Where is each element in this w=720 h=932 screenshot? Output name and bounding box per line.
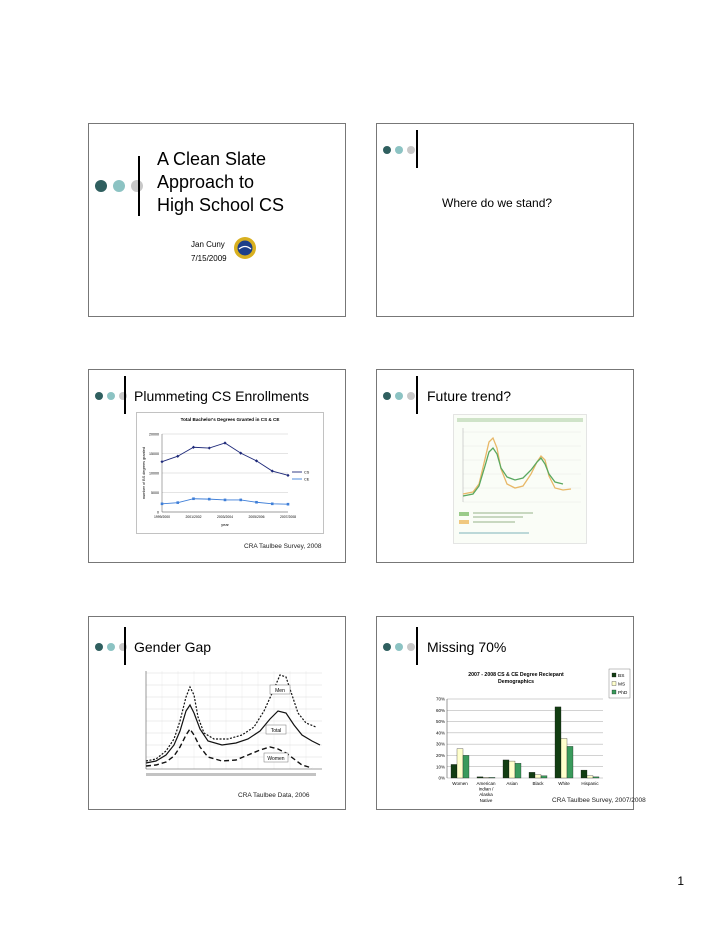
slide-5 [88, 616, 346, 810]
chart-title: Total Bachelor's Degrees Granted in CS & CE [180, 417, 280, 422]
y-tick-label: 30% [435, 741, 445, 747]
dot-dark [95, 180, 107, 192]
slide-2 [376, 123, 634, 317]
data-point-ce [176, 501, 179, 504]
category-label: White [558, 781, 570, 786]
category-label: Alaska [479, 792, 493, 798]
bar-ms [535, 775, 541, 778]
y-tick-label: 40% [435, 730, 445, 736]
legend-swatch-bs [612, 673, 616, 677]
data-point-ce [255, 501, 258, 504]
date: 7/15/2009 [191, 254, 227, 263]
title-divider [416, 376, 418, 414]
dot-teal [107, 643, 115, 651]
legend-label-cs: CS [304, 470, 310, 475]
bar-phd [593, 777, 599, 778]
future-trend-chart-image [453, 414, 587, 544]
x-tick-label: 2005/2006 [248, 515, 265, 519]
title-divider [416, 627, 418, 665]
y-axis-label: number of BS degrees granted [142, 447, 146, 499]
dot-teal [395, 643, 403, 651]
data-point-ce [161, 503, 164, 506]
data-point-ce [287, 503, 290, 506]
category-label: Asian [506, 781, 518, 786]
bar-ms [457, 749, 463, 778]
bar-ms [561, 739, 567, 779]
bar-bs [451, 764, 457, 778]
decor-dots [383, 392, 415, 400]
title-line-2: Approach to [157, 172, 255, 192]
category-label: Women [452, 781, 468, 786]
category-label: Native [479, 797, 493, 803]
dot-dark [383, 146, 391, 154]
bar-phd [515, 763, 521, 778]
y-tick-label: 10% [435, 764, 445, 770]
slide-2-subtitle: Where do we stand? [442, 196, 553, 210]
y-tick-label: 0 [157, 510, 159, 515]
y-tick-label: 20% [435, 753, 445, 759]
women-label: Women [267, 756, 285, 762]
x-tick-label: 2007/2008 [279, 515, 297, 519]
y-tick-label: 0% [438, 775, 445, 781]
bs-degrees-chart [136, 412, 324, 534]
slide-5-source: CRA Taulbee Data, 2006 [238, 792, 310, 799]
bar-bs [529, 772, 535, 778]
dot-gray [407, 643, 415, 651]
legend-swatch-phd [612, 690, 616, 694]
y-tick-label: 5000 [151, 490, 159, 495]
slide-6-title: Missing 70% [427, 639, 507, 655]
dot-dark [383, 643, 391, 651]
chart-title-line: 2007 - 2008 CS & CE Degree Reciepant [468, 672, 564, 678]
chart-title-line: Demographics [497, 679, 535, 685]
decor-dots [383, 643, 415, 651]
dot-gray [131, 180, 143, 192]
slide-3-title: Plummeting CS Enrollments [134, 388, 310, 404]
men-label: Men [275, 688, 285, 694]
bar-bs [477, 777, 483, 778]
decor-dots [95, 392, 127, 400]
legend-label-ms: MS [618, 682, 626, 688]
y-tick-label: 10000 [149, 471, 159, 476]
bar-bs [503, 760, 509, 778]
dot-gray [407, 146, 415, 154]
slide-3-source: CRA Taulbee Survey, 2008 [244, 543, 322, 550]
bar-phd [463, 755, 469, 778]
dot-teal [395, 392, 403, 400]
category-label: Indian / [478, 786, 494, 792]
demographics-chart [421, 665, 631, 801]
title-divider [138, 156, 140, 216]
data-point-ce [192, 497, 195, 500]
dot-teal [395, 146, 403, 154]
y-tick-label: 70% [435, 696, 445, 702]
data-point-ce [271, 503, 274, 506]
slide-5-title: Gender Gap [134, 639, 212, 655]
gender-gap-chart-image [138, 665, 324, 789]
bar-phd [567, 746, 573, 778]
bar-phd [541, 776, 547, 778]
title-line-1: A Clean Slate [157, 149, 267, 169]
category-label: Hispanic [581, 781, 599, 786]
author: Jan Cuny [191, 240, 225, 249]
legend-label-phd: PhD [618, 690, 628, 696]
category-label: Black [532, 781, 544, 786]
decor-dots [383, 146, 415, 154]
page-number: 1 [677, 874, 684, 888]
dot-dark [383, 392, 391, 400]
title-divider [124, 627, 126, 665]
total-label: Total [270, 728, 282, 734]
data-point-ce [224, 499, 227, 502]
y-tick-label: 50% [435, 719, 445, 725]
x-tick-label: 1999/2000 [153, 515, 171, 519]
dot-teal [113, 180, 125, 192]
dot-dark [95, 643, 103, 651]
decor-dots [95, 643, 127, 651]
slide-6 [376, 616, 646, 810]
bar-ms [509, 761, 515, 778]
bar-ms [587, 776, 593, 778]
bar-phd [489, 777, 495, 778]
legend-swatch-ms [612, 682, 616, 686]
nsf-logo-icon [233, 236, 257, 260]
dot-gray [407, 392, 415, 400]
title-divider [416, 130, 418, 168]
y-tick-label: 60% [435, 707, 445, 713]
dot-teal [107, 392, 115, 400]
x-tick-label: 2003/2004 [216, 515, 234, 519]
bar-bs [555, 707, 561, 778]
slide-1-title [157, 148, 284, 217]
legend-label-ce: CE [304, 477, 310, 482]
y-tick-label: 15000 [149, 451, 159, 456]
y-tick-label: 20000 [149, 432, 159, 437]
category-label: American [476, 781, 496, 786]
decor-dots [95, 180, 143, 192]
data-point-ce [208, 498, 211, 501]
title-divider [124, 376, 126, 414]
slide-4-title: Future trend? [427, 388, 512, 404]
legend-label-bs: BS [618, 673, 625, 679]
slide-4 [376, 369, 634, 563]
bar-bs [581, 770, 587, 778]
x-tick-label: 2001/2002 [185, 515, 202, 519]
dot-dark [95, 392, 103, 400]
slide-3 [88, 369, 346, 563]
slide-1 [88, 123, 346, 317]
x-axis-label: year [221, 522, 229, 527]
data-point-ce [239, 499, 242, 502]
bar-ms [483, 777, 489, 778]
slide-6-source: CRA Taulbee Survey, 2007/2008 [552, 797, 646, 804]
title-line-3: High School CS [157, 195, 285, 215]
